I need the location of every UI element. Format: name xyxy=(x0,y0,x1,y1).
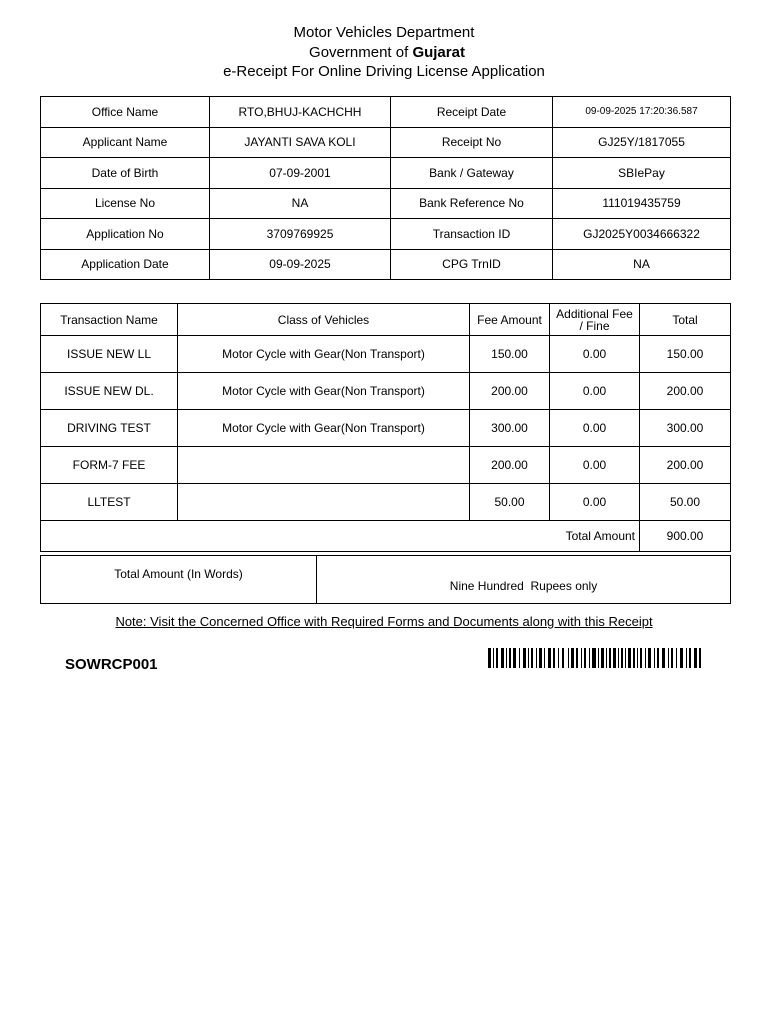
dob-label: Date of Birth xyxy=(41,158,210,189)
vehicle-class xyxy=(178,484,470,521)
fee-amount: 300.00 xyxy=(470,410,550,447)
transaction-name: ISSUE NEW DL. xyxy=(41,373,178,410)
total-amount-label: Total Amount xyxy=(41,521,640,552)
table-row xyxy=(41,447,731,484)
amount-words-label: Total Amount (In Words) xyxy=(41,556,317,604)
bank-gateway-value: SBIePay xyxy=(553,158,731,189)
fee-table xyxy=(40,303,731,552)
cpg-trnid-label: CPG TrnID xyxy=(391,249,553,280)
office-name-value: RTO,BHUJ-KACHCHH xyxy=(210,97,391,128)
receipt-date-label: Receipt Date xyxy=(391,97,553,128)
additional-fee: 0.00 xyxy=(550,373,640,410)
total-header: Total xyxy=(640,304,731,336)
application-no-value: 3709769925 xyxy=(210,219,391,250)
row-total: 50.00 xyxy=(640,484,731,521)
application-date-label: Application Date xyxy=(41,249,210,280)
bank-reference-label: Bank Reference No xyxy=(391,188,553,219)
table-row xyxy=(41,556,731,604)
fee-amount: 200.00 xyxy=(470,447,550,484)
transaction-id-value: GJ2025Y0034666322 xyxy=(553,219,731,250)
state-name: Gujarat xyxy=(412,44,465,61)
government-title xyxy=(3,43,768,63)
additional-fee: 0.00 xyxy=(550,484,640,521)
form-code: SOWRCP001 xyxy=(65,656,158,673)
receipt-date-value: 09-09-2025 17:20:36.587 xyxy=(553,97,731,128)
table-row xyxy=(41,484,731,521)
fee-amount-header: Fee Amount xyxy=(470,304,550,336)
office-name-label: Office Name xyxy=(41,97,210,128)
vehicle-class: Motor Cycle with Gear(Non Transport) xyxy=(178,373,470,410)
receipt-no-value: GJ25Y/1817055 xyxy=(553,127,731,158)
table-row xyxy=(41,249,731,280)
additional-fee-header: Additional Fee / Fine xyxy=(550,304,640,336)
table-row xyxy=(41,336,731,373)
license-no-value: NA xyxy=(210,188,391,219)
receipt-no-label: Receipt No xyxy=(391,127,553,158)
vehicle-class xyxy=(178,447,470,484)
table-row xyxy=(41,158,731,189)
table-row xyxy=(41,219,731,250)
amount-in-words-table xyxy=(40,555,731,604)
transaction-name-header: Transaction Name xyxy=(41,304,178,336)
receipt-title: e-Receipt For Online Driving License Application xyxy=(223,63,545,80)
additional-fee: 0.00 xyxy=(550,447,640,484)
transaction-name: FORM-7 FEE xyxy=(41,447,178,484)
row-total: 300.00 xyxy=(640,410,731,447)
amount-words-value: Nine Hundred Rupees only xyxy=(317,556,731,604)
fee-amount: 200.00 xyxy=(470,373,550,410)
transaction-name: DRIVING TEST xyxy=(41,410,178,447)
table-row xyxy=(41,188,731,219)
total-amount-value: 900.00 xyxy=(640,521,731,552)
cpg-trnid-value: NA xyxy=(553,249,731,280)
row-total: 150.00 xyxy=(640,336,731,373)
additional-fee: 0.00 xyxy=(550,336,640,373)
government-prefix: Government of xyxy=(309,44,413,61)
fee-amount: 50.00 xyxy=(470,484,550,521)
row-total: 200.00 xyxy=(640,447,731,484)
application-no-label: Application No xyxy=(41,219,210,250)
note-text: Note: Visit the Concerned Office with Required Forms and Documents along with this Receipt xyxy=(115,614,653,629)
vehicle-class: Motor Cycle with Gear(Non Transport) xyxy=(178,410,470,447)
transaction-id-label: Transaction ID xyxy=(391,219,553,250)
vehicle-class: Motor Cycle with Gear(Non Transport) xyxy=(178,336,470,373)
application-date-value: 09-09-2025 xyxy=(210,249,391,280)
dob-value: 07-09-2001 xyxy=(210,158,391,189)
fee-header-row xyxy=(41,304,731,336)
table-row xyxy=(41,127,731,158)
bank-gateway-label: Bank / Gateway xyxy=(391,158,553,189)
bank-reference-value: 111019435759 xyxy=(553,188,731,219)
transaction-name: ISSUE NEW LL xyxy=(41,336,178,373)
barcode-icon xyxy=(488,648,701,668)
license-no-label: License No xyxy=(41,188,210,219)
class-header: Class of Vehicles xyxy=(178,304,470,336)
additional-fee: 0.00 xyxy=(550,410,640,447)
transaction-name: LLTEST xyxy=(41,484,178,521)
table-row xyxy=(41,97,731,128)
table-row xyxy=(41,373,731,410)
applicant-name-value: JAYANTI SAVA KOLI xyxy=(210,127,391,158)
applicant-info-table xyxy=(40,96,731,280)
row-total: 200.00 xyxy=(640,373,731,410)
total-row xyxy=(41,521,731,552)
table-row xyxy=(41,410,731,447)
department-title: Motor Vehicles Department xyxy=(293,24,475,41)
fee-amount: 150.00 xyxy=(470,336,550,373)
applicant-name-label: Applicant Name xyxy=(41,127,210,158)
